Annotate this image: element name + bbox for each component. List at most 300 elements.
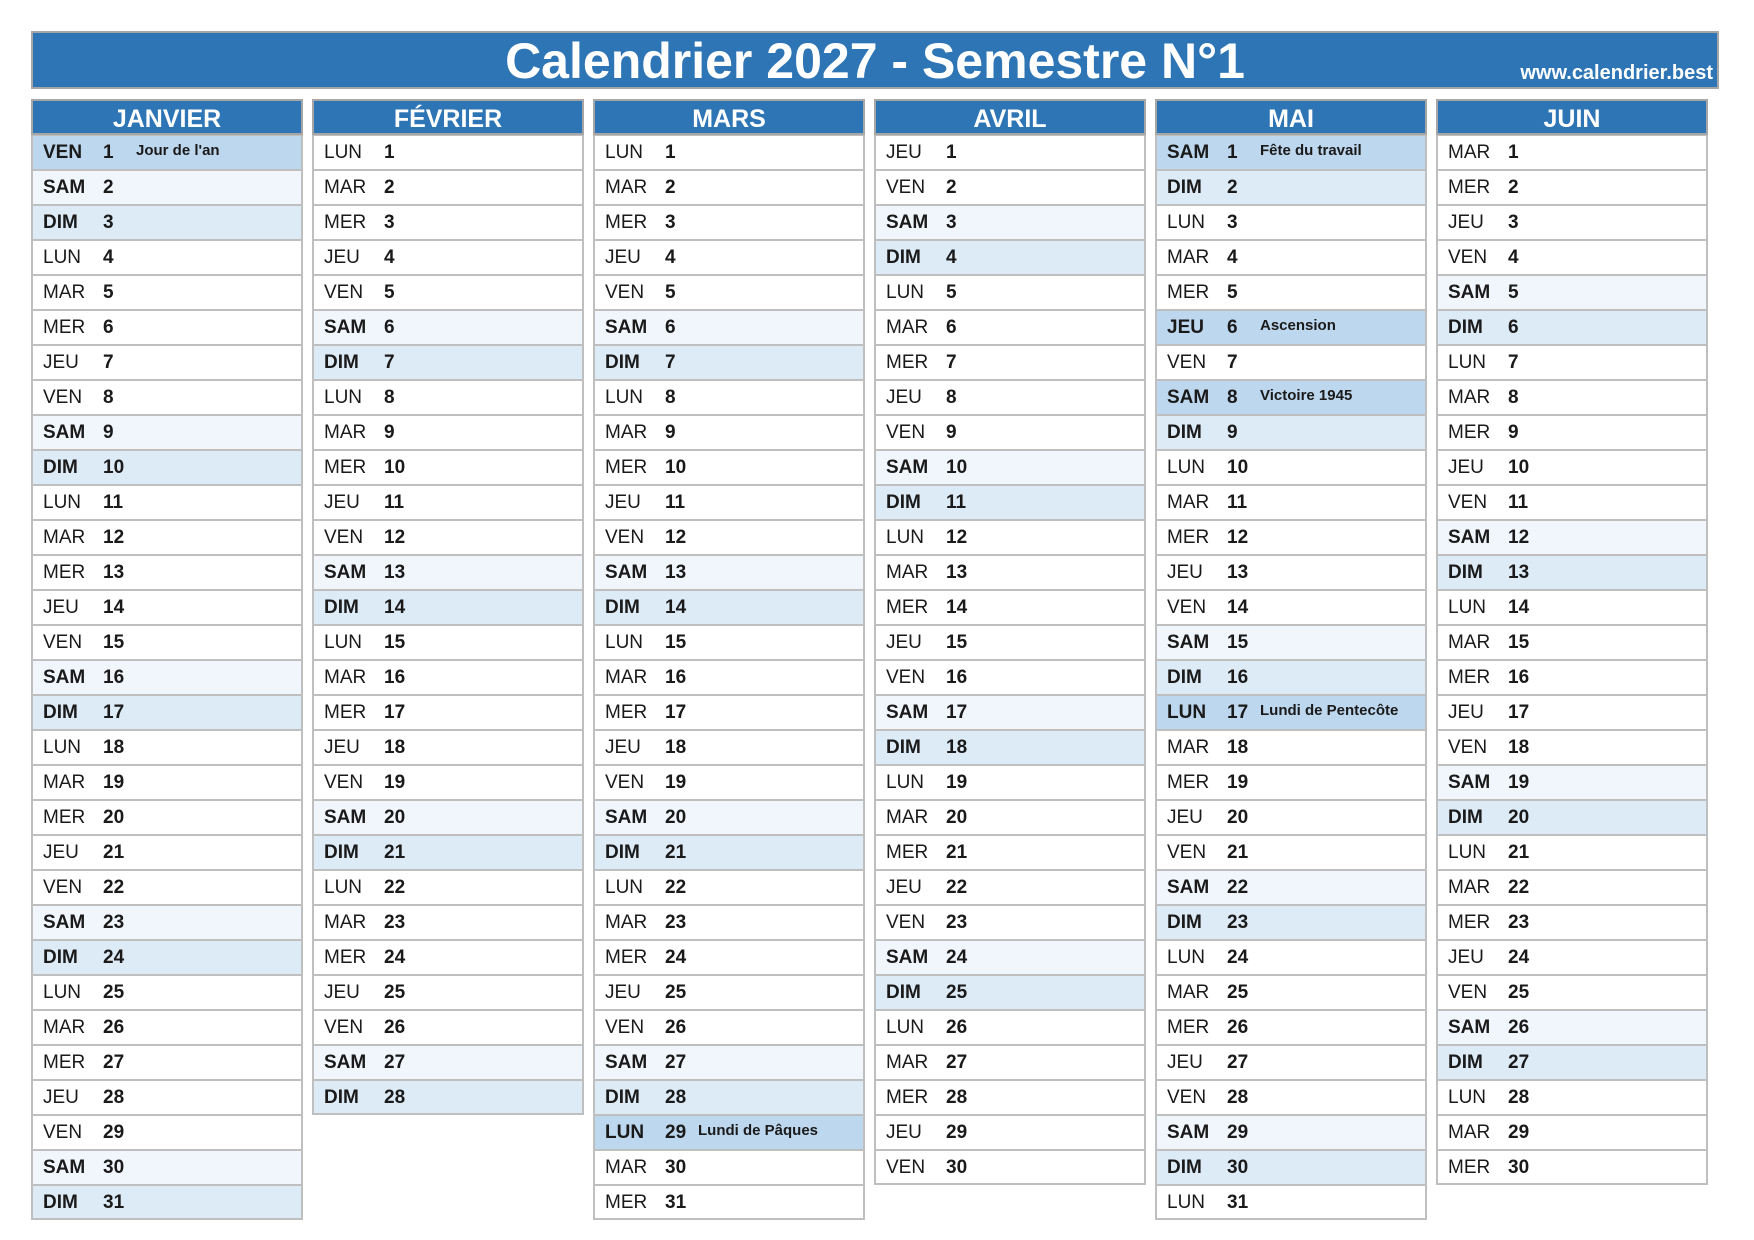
day-number: 15: [103, 632, 125, 653]
day-number: 17: [103, 702, 125, 723]
weekday-label: SAM: [1167, 387, 1210, 408]
day-row: [1436, 380, 1708, 415]
day-number: 27: [1508, 1052, 1530, 1073]
weekday-label: MAR: [886, 562, 929, 583]
day-number: 29: [1227, 1122, 1249, 1143]
weekday-label: DIM: [1167, 177, 1202, 198]
day-row: [1155, 450, 1427, 485]
day-row: [874, 310, 1146, 345]
weekday-label: MAR: [605, 912, 648, 933]
weekday-label: LUN: [605, 632, 644, 653]
weekday-label: JEU: [324, 247, 360, 268]
day-number: 25: [1227, 982, 1249, 1003]
day-number: 1: [1227, 142, 1238, 163]
day-number: 22: [1508, 877, 1530, 898]
day-row: [1436, 555, 1708, 590]
day-number: 28: [1508, 1087, 1530, 1108]
day-row: [312, 170, 584, 205]
weekday-label: JEU: [1448, 947, 1484, 968]
weekday-label: VEN: [43, 1122, 83, 1143]
day-row: [31, 485, 303, 520]
day-number: 7: [384, 352, 395, 373]
day-row: [31, 240, 303, 275]
weekday-label: SAM: [324, 562, 367, 583]
day-row: [1436, 730, 1708, 765]
day-row: [312, 940, 584, 975]
weekday-label: SAM: [605, 317, 648, 338]
day-number: 25: [946, 982, 968, 1003]
weekday-label: LUN: [1448, 597, 1487, 618]
weekday-label: LUN: [1448, 842, 1487, 863]
weekday-label: DIM: [1167, 912, 1202, 933]
day-number: 21: [1227, 842, 1249, 863]
day-row: [593, 520, 865, 555]
day-number: 22: [665, 877, 687, 898]
day-row: [1155, 660, 1427, 695]
weekday-label: SAM: [43, 177, 86, 198]
day-number: 9: [1227, 422, 1238, 443]
weekday-label: VEN: [605, 527, 645, 548]
day-number: 13: [1227, 562, 1249, 583]
day-row: [593, 835, 865, 870]
day-number: 13: [946, 562, 968, 583]
day-list: [312, 135, 584, 1115]
day-row: [312, 485, 584, 520]
day-row: [312, 205, 584, 240]
weekday-label: SAM: [1167, 1122, 1210, 1143]
day-number: 9: [946, 422, 957, 443]
weekday-label: JEU: [605, 492, 641, 513]
day-row: [874, 415, 1146, 450]
day-number: 30: [946, 1157, 968, 1178]
day-row: [312, 905, 584, 940]
weekday-label: VEN: [43, 877, 83, 898]
day-number: 8: [1508, 387, 1519, 408]
day-row: [874, 450, 1146, 485]
day-row: [593, 135, 865, 170]
weekday-label: MER: [1448, 177, 1491, 198]
day-row: [1155, 590, 1427, 625]
day-number: 27: [103, 1052, 125, 1073]
weekday-label: SAM: [886, 947, 929, 968]
day-number: 26: [946, 1017, 968, 1038]
day-number: 25: [1508, 982, 1530, 1003]
weekday-label: MER: [43, 807, 86, 828]
weekday-label: VEN: [1448, 982, 1488, 1003]
weekday-label: MAR: [886, 317, 929, 338]
weekday-label: MAR: [886, 1052, 929, 1073]
day-number: 29: [1508, 1122, 1530, 1143]
weekday-label: JEU: [1167, 562, 1203, 583]
day-row: [312, 800, 584, 835]
weekday-label: DIM: [1448, 562, 1483, 583]
weekday-label: DIM: [324, 597, 359, 618]
holiday-row: [1155, 695, 1427, 730]
holiday-row: [1155, 135, 1427, 170]
day-number: 19: [384, 772, 406, 793]
day-number: 1: [946, 142, 957, 163]
day-row: [312, 765, 584, 800]
day-number: 7: [1227, 352, 1238, 373]
weekday-label: SAM: [605, 807, 648, 828]
day-row: [312, 695, 584, 730]
day-number: 31: [665, 1192, 687, 1213]
month-header: MARS: [593, 99, 865, 135]
day-number: 4: [1227, 247, 1238, 268]
weekday-label: MAR: [605, 667, 648, 688]
day-row: [1155, 1045, 1427, 1080]
day-number: 7: [946, 352, 957, 373]
day-number: 30: [665, 1157, 687, 1178]
day-row: [1436, 345, 1708, 380]
weekday-label: JEU: [886, 142, 922, 163]
weekday-label: MAR: [324, 422, 367, 443]
day-row: [874, 625, 1146, 660]
day-number: 10: [103, 457, 125, 478]
day-row: [31, 520, 303, 555]
weekday-label: VEN: [1448, 737, 1488, 758]
weekday-label: LUN: [324, 142, 363, 163]
day-row: [593, 240, 865, 275]
day-number: 12: [1227, 527, 1249, 548]
day-number: 28: [1227, 1087, 1249, 1108]
day-row: [593, 940, 865, 975]
day-row: [593, 345, 865, 380]
day-number: 17: [384, 702, 406, 723]
weekday-label: LUN: [886, 1017, 925, 1038]
weekday-label: MAR: [1167, 247, 1210, 268]
day-number: 23: [384, 912, 406, 933]
day-number: 13: [384, 562, 406, 583]
day-number: 8: [384, 387, 395, 408]
weekday-label: MAR: [43, 772, 86, 793]
day-row: [1436, 835, 1708, 870]
day-row: [31, 695, 303, 730]
month-column: [593, 99, 865, 1220]
weekday-label: MAR: [324, 667, 367, 688]
weekday-label: VEN: [605, 772, 645, 793]
day-row: [593, 310, 865, 345]
day-row: [593, 555, 865, 590]
day-row: [312, 835, 584, 870]
day-row: [593, 590, 865, 625]
month-column: [31, 99, 303, 1220]
weekday-label: MAR: [324, 912, 367, 933]
day-row: [31, 170, 303, 205]
day-row: [1436, 135, 1708, 170]
day-row: [1155, 800, 1427, 835]
day-row: [312, 730, 584, 765]
day-row: [593, 905, 865, 940]
weekday-label: LUN: [43, 982, 82, 1003]
weekday-label: DIM: [1167, 422, 1202, 443]
holiday-label: Jour de l'an: [136, 142, 220, 159]
day-row: [31, 870, 303, 905]
weekday-label: MER: [1167, 527, 1210, 548]
weekday-label: MAR: [605, 422, 648, 443]
weekday-label: MAR: [1167, 737, 1210, 758]
weekday-label: DIM: [886, 982, 921, 1003]
day-number: 16: [665, 667, 687, 688]
weekday-label: VEN: [886, 422, 926, 443]
day-number: 21: [946, 842, 968, 863]
day-number: 8: [946, 387, 957, 408]
weekday-label: DIM: [605, 1087, 640, 1108]
day-row: [1436, 275, 1708, 310]
weekday-label: JEU: [324, 982, 360, 1003]
weekday-label: DIM: [43, 947, 78, 968]
day-number: 15: [946, 632, 968, 653]
day-row: [1155, 240, 1427, 275]
weekday-label: DIM: [324, 352, 359, 373]
weekday-label: MER: [605, 947, 648, 968]
day-row: [1155, 1010, 1427, 1045]
day-row: [1436, 520, 1708, 555]
day-number: 10: [1508, 457, 1530, 478]
day-number: 9: [103, 422, 114, 443]
day-row: [593, 275, 865, 310]
day-number: 15: [384, 632, 406, 653]
day-number: 3: [1508, 212, 1519, 233]
day-number: 9: [665, 422, 676, 443]
day-number: 19: [103, 772, 125, 793]
weekday-label: VEN: [886, 912, 926, 933]
day-number: 1: [103, 142, 114, 163]
day-row: [1436, 765, 1708, 800]
weekday-label: VEN: [324, 1017, 364, 1038]
day-number: 26: [1227, 1017, 1249, 1038]
day-row: [593, 1010, 865, 1045]
day-number: 2: [1227, 177, 1238, 198]
weekday-label: JEU: [1448, 212, 1484, 233]
day-row: [1436, 660, 1708, 695]
day-row: [1155, 765, 1427, 800]
weekday-label: LUN: [605, 877, 644, 898]
day-number: 17: [1508, 702, 1530, 723]
day-number: 24: [1508, 947, 1530, 968]
day-number: 6: [384, 317, 395, 338]
day-row: [312, 660, 584, 695]
day-row: [1436, 205, 1708, 240]
weekday-label: SAM: [43, 1157, 86, 1178]
day-row: [874, 380, 1146, 415]
day-list: [874, 135, 1146, 1185]
day-number: 2: [946, 177, 957, 198]
day-row: [593, 800, 865, 835]
day-row: [1436, 1080, 1708, 1115]
day-number: 11: [665, 492, 686, 513]
day-number: 15: [1508, 632, 1530, 653]
day-row: [312, 135, 584, 170]
day-row: [1436, 625, 1708, 660]
weekday-label: MAR: [43, 282, 86, 303]
day-number: 4: [384, 247, 395, 268]
weekday-label: MER: [1448, 422, 1491, 443]
weekday-label: JEU: [1167, 317, 1204, 338]
day-number: 12: [384, 527, 406, 548]
day-row: [1155, 975, 1427, 1010]
day-number: 3: [946, 212, 957, 233]
weekday-label: MER: [1167, 282, 1210, 303]
day-number: 4: [1508, 247, 1519, 268]
day-number: 7: [1508, 352, 1519, 373]
day-number: 17: [665, 702, 687, 723]
weekday-label: JEU: [43, 1087, 79, 1108]
day-row: [312, 240, 584, 275]
weekday-label: DIM: [43, 1192, 78, 1213]
day-row: [31, 415, 303, 450]
day-number: 27: [384, 1052, 406, 1073]
day-row: [1436, 240, 1708, 275]
day-row: [593, 1185, 865, 1220]
day-row: [593, 975, 865, 1010]
day-number: 7: [665, 352, 676, 373]
day-row: [1436, 450, 1708, 485]
day-number: 29: [946, 1122, 968, 1143]
day-number: 16: [946, 667, 968, 688]
weekday-label: JEU: [1167, 807, 1203, 828]
day-row: [31, 1080, 303, 1115]
day-number: 10: [665, 457, 687, 478]
day-row: [874, 170, 1146, 205]
day-number: 1: [1508, 142, 1519, 163]
day-row: [1436, 1115, 1708, 1150]
weekday-label: MAR: [324, 177, 367, 198]
weekday-label: JEU: [605, 737, 641, 758]
day-row: [31, 205, 303, 240]
weekday-label: DIM: [605, 597, 640, 618]
day-number: 29: [665, 1122, 687, 1143]
day-row: [312, 1080, 584, 1115]
holiday-row: [593, 1115, 865, 1150]
weekday-label: SAM: [1167, 877, 1210, 898]
day-number: 3: [384, 212, 395, 233]
day-number: 25: [103, 982, 125, 1003]
day-number: 20: [665, 807, 687, 828]
day-number: 18: [1227, 737, 1249, 758]
day-number: 3: [665, 212, 676, 233]
day-number: 16: [1508, 667, 1530, 688]
day-number: 15: [1227, 632, 1249, 653]
weekday-label: SAM: [886, 212, 929, 233]
holiday-label: Lundi de Pentecôte: [1260, 702, 1399, 719]
day-number: 16: [1227, 667, 1249, 688]
day-row: [1436, 1150, 1708, 1185]
day-number: 14: [946, 597, 968, 618]
day-row: [31, 590, 303, 625]
weekday-label: SAM: [1448, 527, 1491, 548]
weekday-label: MER: [605, 1192, 648, 1213]
weekday-label: JEU: [605, 247, 641, 268]
day-row: [312, 345, 584, 380]
month-column: [312, 99, 584, 1115]
weekday-label: VEN: [1167, 597, 1207, 618]
day-row: [1436, 1010, 1708, 1045]
day-row: [1155, 1080, 1427, 1115]
weekday-label: SAM: [605, 1052, 648, 1073]
weekday-label: MER: [605, 457, 648, 478]
day-number: 6: [103, 317, 114, 338]
day-number: 19: [1508, 772, 1530, 793]
weekday-label: SAM: [1448, 282, 1491, 303]
day-number: 14: [1508, 597, 1530, 618]
day-row: [31, 275, 303, 310]
day-row: [31, 450, 303, 485]
day-row: [312, 450, 584, 485]
day-row: [312, 520, 584, 555]
day-number: 11: [1508, 492, 1529, 513]
day-number: 5: [103, 282, 114, 303]
day-row: [874, 240, 1146, 275]
weekday-label: MAR: [43, 527, 86, 548]
day-number: 14: [103, 597, 125, 618]
day-number: 23: [1227, 912, 1249, 933]
day-row: [1436, 485, 1708, 520]
website-label: www.calendrier.best: [1520, 62, 1713, 84]
weekday-label: VEN: [1448, 492, 1488, 513]
day-number: 28: [103, 1087, 125, 1108]
weekday-label: LUN: [1167, 1192, 1206, 1213]
day-number: 23: [665, 912, 687, 933]
weekday-label: DIM: [886, 737, 921, 758]
holiday-label: Lundi de Pâques: [698, 1122, 819, 1139]
day-row: [1436, 415, 1708, 450]
day-row: [1436, 1045, 1708, 1080]
day-row: [874, 590, 1146, 625]
day-number: 17: [1227, 702, 1249, 723]
day-number: 4: [946, 247, 957, 268]
title-banner: [31, 31, 1719, 89]
weekday-label: JEU: [886, 877, 922, 898]
day-row: [874, 135, 1146, 170]
day-row: [593, 1045, 865, 1080]
weekday-label: SAM: [324, 807, 367, 828]
weekday-label: VEN: [605, 1017, 645, 1038]
day-row: [1155, 835, 1427, 870]
day-row: [874, 905, 1146, 940]
day-row: [1155, 905, 1427, 940]
day-row: [593, 870, 865, 905]
day-number: 6: [1508, 317, 1519, 338]
day-row: [312, 625, 584, 660]
weekday-label: VEN: [886, 667, 926, 688]
day-row: [874, 870, 1146, 905]
weekday-label: MER: [886, 597, 929, 618]
day-number: 2: [665, 177, 676, 198]
day-number: 23: [1508, 912, 1530, 933]
day-number: 22: [1227, 877, 1249, 898]
day-row: [1155, 730, 1427, 765]
weekday-label: MAR: [1167, 982, 1210, 1003]
day-row: [874, 555, 1146, 590]
day-number: 12: [103, 527, 125, 548]
day-number: 13: [665, 562, 687, 583]
day-row: [1436, 940, 1708, 975]
day-row: [1436, 905, 1708, 940]
day-row: [312, 1045, 584, 1080]
weekday-label: DIM: [324, 1087, 359, 1108]
weekday-label: LUN: [1167, 457, 1206, 478]
day-number: 6: [1227, 317, 1238, 338]
day-row: [593, 205, 865, 240]
day-number: 10: [946, 457, 968, 478]
day-row: [312, 555, 584, 590]
day-number: 24: [946, 947, 968, 968]
day-number: 26: [665, 1017, 687, 1038]
day-number: 5: [665, 282, 676, 303]
weekday-label: JEU: [43, 842, 79, 863]
day-row: [593, 1080, 865, 1115]
